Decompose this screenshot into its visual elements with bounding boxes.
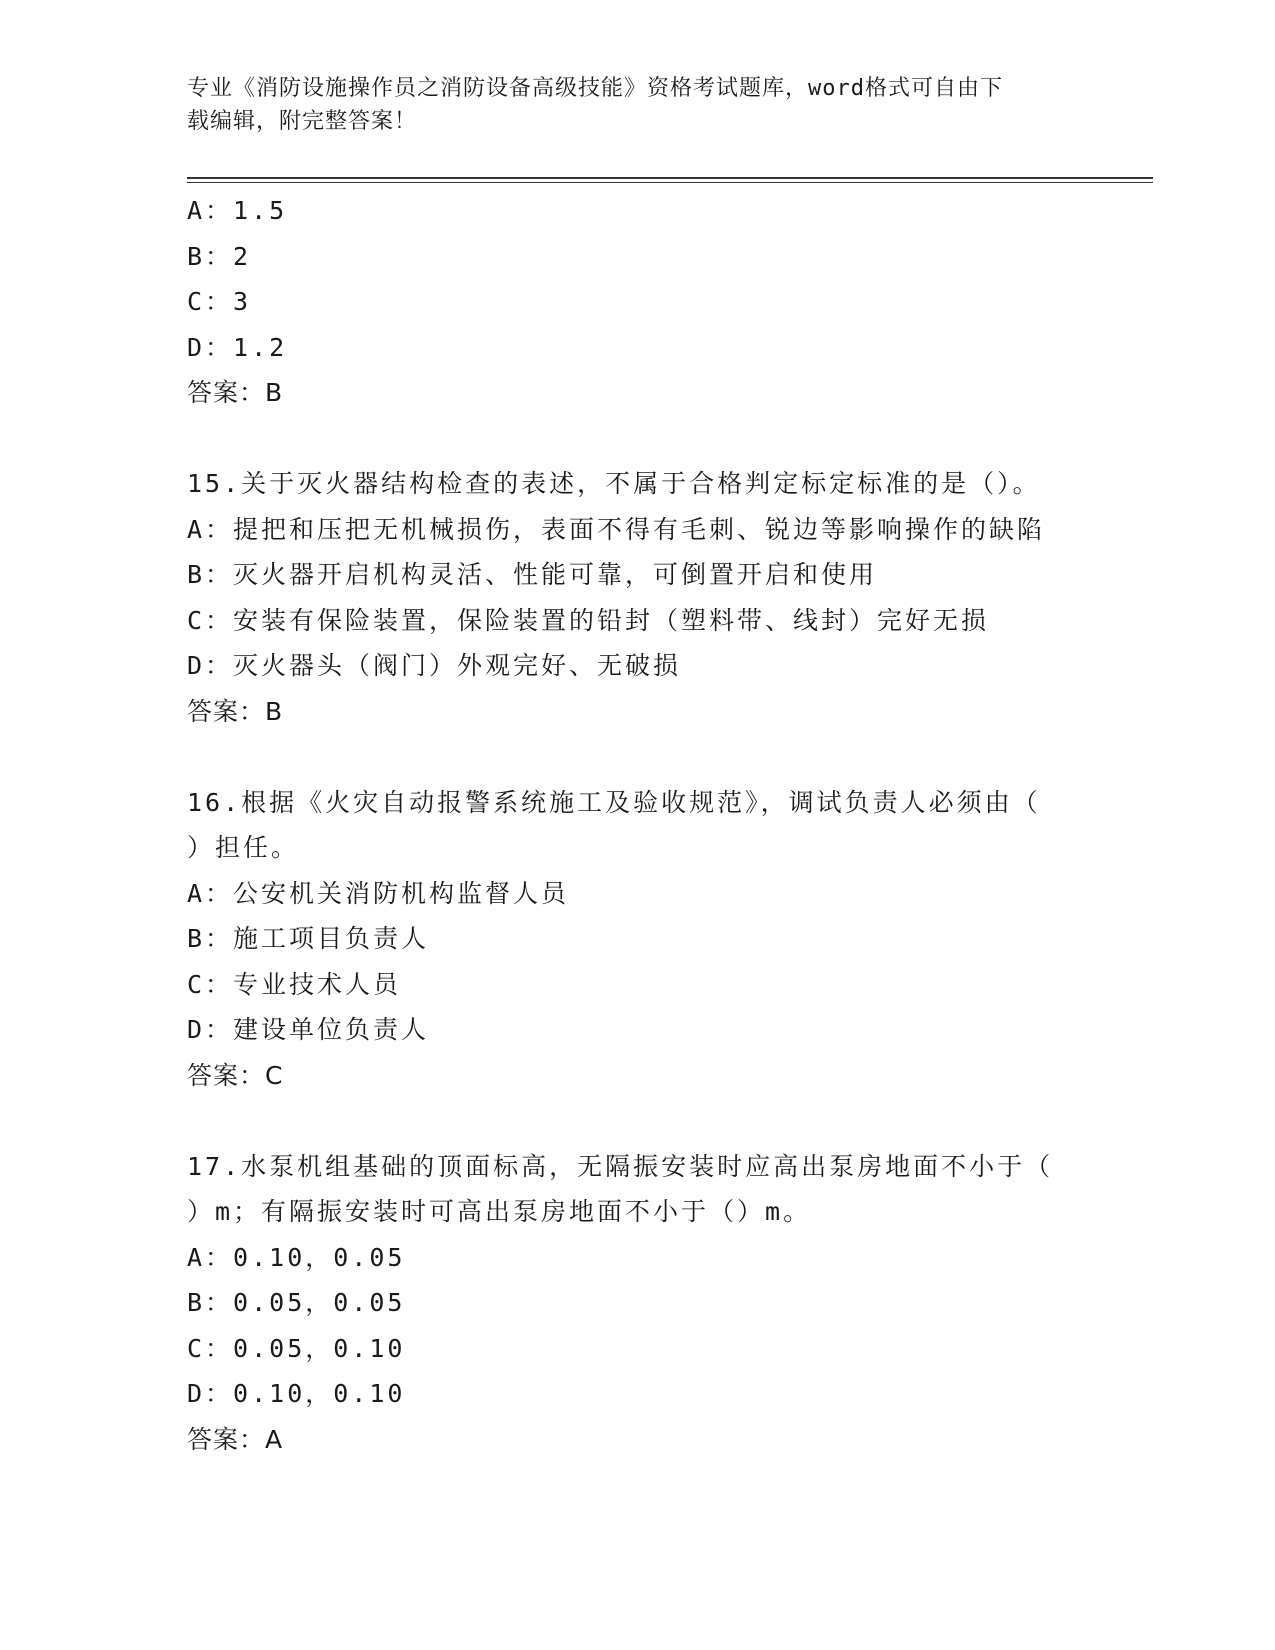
header-line-1: 专业《消防设施操作员之消防设备高级技能》资格考试题库，word格式可自由下 [187,76,1003,101]
option-a: A：1.5 [187,196,288,225]
question-stem-continued: ）担任。 [187,833,300,862]
question-block-15 [187,461,1087,734]
option-d: D：建设单位负责人 [187,1015,430,1044]
option-c: C：安装有保险装置，保险装置的铅封（塑料带、线封）完好无损 [187,605,990,635]
answer-line: 答案：C [187,1060,284,1090]
document-header [187,72,1067,138]
spacer [187,734,1087,780]
option-a: A：公安机关消防机构监督人员 [187,878,570,908]
option-c: C：3 [187,287,252,316]
answer-line: 答案：A [187,1424,284,1454]
question-stem-continued: ）m；有隔振安装时可高出泵房地面不小于（）m。 [187,1197,812,1226]
spacer [187,416,1087,462]
option-b: B：施工项目负责人 [187,924,430,953]
option-c: C：专业技术人员 [187,969,402,999]
option-a: A：0.10，0.05 [187,1242,406,1272]
question-list [187,188,1087,1462]
header-line-2: 载编辑，附完整答案！ [187,109,418,134]
header-divider-thick [187,177,1153,179]
header-divider-thin [187,182,1153,183]
spacer [187,1098,1087,1144]
option-d: D：灭火器头（阀门）外观完好、无破损 [187,651,682,680]
option-b: B：灭火器开启机构灵活、性能可靠，可倒置开启和使用 [187,560,878,589]
option-b: B：0.05，0.05 [187,1288,406,1317]
question-stem: 16.根据《火灾自动报警系统施工及验收规范》，调试负责人必须由（ [187,787,1041,817]
option-d: D：0.10，0.10 [187,1379,406,1408]
answer-line: 答案：B [187,696,284,726]
question-stem: 15.关于灭火器结构检查的表述，不属于合格判定标定标准的是（）。 [187,469,1041,498]
question-block-17 [187,1144,1087,1463]
option-a: A：提把和压把无机械损伤，表面不得有毛刺、锐边等影响操作的缺陷 [187,514,1046,544]
question-block-14 [187,188,1087,416]
question-stem: 17.水泵机组基础的顶面标高，无隔振安装时应高出泵房地面不小于（ [187,1151,1054,1181]
answer-line: 答案：B [187,378,284,407]
option-c: C：0.05，0.10 [187,1333,406,1363]
option-b: B：2 [187,241,252,271]
question-block-16 [187,780,1087,1099]
option-d: D：1.2 [187,332,288,362]
